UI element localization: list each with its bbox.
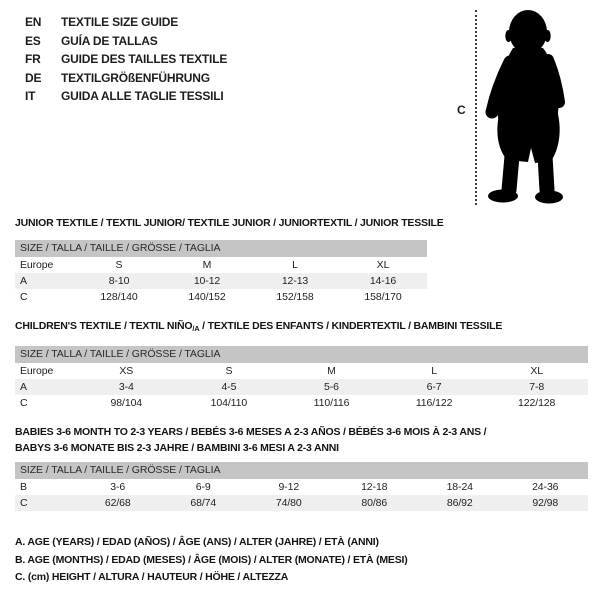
table-row [15,257,427,273]
toddler-silhouette [483,6,573,206]
table-cell: 18-24 [446,481,473,493]
language-row-it [25,87,227,106]
language-row-es [25,32,227,51]
table-cell: 80/86 [361,497,388,509]
row-label: B [20,481,27,493]
language-label: GUIDE DES TAILLES TEXTILE [61,52,228,67]
row-label: C [20,397,28,409]
language-code: EN [25,15,42,30]
table-cell: 110/116 [313,397,350,409]
table-cell: 4-5 [221,381,237,393]
language-code: DE [25,70,42,85]
row-label: C [20,497,28,509]
table-cell: S [225,365,233,377]
table-cell: XL [530,365,543,377]
table-cell: M [327,365,336,377]
table-cell: 140/152 [188,291,226,303]
table-cell: 104/110 [210,397,248,409]
table-cell: 116/122 [415,397,453,409]
table-cell: 10-12 [193,275,221,287]
footnote-c: C. (cm) HEIGHT / ALTURA / HAUTEUR / HÖHE / ALTEZZA [15,571,289,583]
table-cell: XL [376,259,390,271]
table-cell: 74/80 [275,497,302,509]
language-list [25,13,227,106]
table-cell: XS [119,365,134,377]
table-row [15,273,427,289]
size-table-babies [15,462,588,511]
language-label: TEXTILGRÖßENFÜHRUNG [61,70,210,85]
table-cell: L [431,365,437,377]
table-cell: 24-36 [532,481,559,493]
table-header: SIZE / TALLA / TAILLE / GRÖSSE / TAGLIA [15,240,427,257]
language-row-de [25,69,227,88]
table-cell: 122/128 [518,397,556,409]
section-title-babies [15,424,486,456]
table-cell: S [115,259,123,271]
table-header: SIZE / TALLA / TAILLE / GRÖSSE / TAGLIA [15,346,588,363]
language-code: IT [25,89,36,104]
row-label: A [20,381,27,393]
language-label: TEXTILE SIZE GUIDE [61,15,179,30]
language-label: GUIDA ALLE TAGLIE TESSILI [61,89,224,104]
table-header: SIZE / TALLA / TAILLE / GRÖSSE / TAGLIA [15,462,588,479]
table-cell: 86/92 [446,497,473,509]
table-cell: 6-9 [195,481,211,493]
height-marker-label: C [457,103,466,117]
table-row [15,363,588,379]
table-row [15,289,427,305]
table-cell: 158/170 [364,291,402,303]
table-cell: 14-16 [369,275,397,287]
footnote-legend [15,534,408,587]
table-cell: 128/140 [100,291,138,303]
table-cell: 68/74 [190,497,217,509]
table-row [15,479,588,495]
table-cell: L [292,259,298,271]
table-row [15,495,588,511]
section-title-junior: JUNIOR TEXTILE / TEXTIL JUNIOR/ TEXTILE JUNIOR / JUNIORTEXTIL / JUNIOR TESSILE [15,217,444,229]
title-line-2: BABYS 3-6 MONATE BIS 2-3 JAHRE / BAMBINI 3-6 MESI A 2-3 ANNI [15,442,339,454]
section-title-childrens [15,320,502,333]
table-cell: 12-18 [361,481,388,493]
language-code: ES [25,33,41,48]
table-cell: 152/158 [276,291,314,303]
table-cell: 98/104 [110,397,143,409]
title-text: / TEXTILE DES ENFANTS / KINDERTEXTIL / BAMBINI TESSILE [199,320,503,332]
height-measure-dotted-line [475,10,477,205]
table-cell: 62/68 [104,497,131,509]
row-label: A [20,275,27,287]
table-cell: 6-7 [426,381,442,393]
table-cell: 3-6 [110,481,126,493]
row-label: Europe [20,365,54,377]
language-row-en [25,13,227,32]
row-label: C [20,291,28,303]
language-label: GUÍA DE TALLAS [61,33,158,48]
table-cell: 92/98 [532,497,559,509]
table-cell: 7-8 [529,381,545,393]
table-cell: 5-6 [324,381,339,393]
size-table-childrens [15,346,588,411]
table-cell: 3-4 [118,381,134,393]
footnote-b: B. AGE (MONTHS) / EDAD (MESES) / ÂGE (MOIS) / ALTER (MONATE) / ETÀ (MESI) [15,553,408,566]
language-code: FR [25,52,41,67]
table-row [15,379,588,395]
size-table-junior [15,240,427,305]
table-cell: 12-13 [281,275,309,287]
language-row-fr [25,50,227,69]
footnote-a: A. AGE (YEARS) / EDAD (AÑOS) / ÂGE (ANS) / ALTER (JAHRE) / ETÀ (ANNI) [15,536,379,548]
title-text: CHILDREN'S TEXTILE / TEXTIL NIÑO [15,320,193,332]
table-cell: 8-10 [108,275,130,287]
table-cell: M [202,259,212,271]
row-label: Europe [20,259,54,271]
table-row [15,395,588,411]
title-subscript: /A [192,324,200,333]
title-line-1: BABIES 3-6 MONTH TO 2-3 YEARS / BEBÉS 3-6 MESES A 2-3 AÑOS / BÉBÉS 3-6 MOIS À 2-3 ANS / [15,426,487,438]
table-cell: 9-12 [278,481,300,493]
